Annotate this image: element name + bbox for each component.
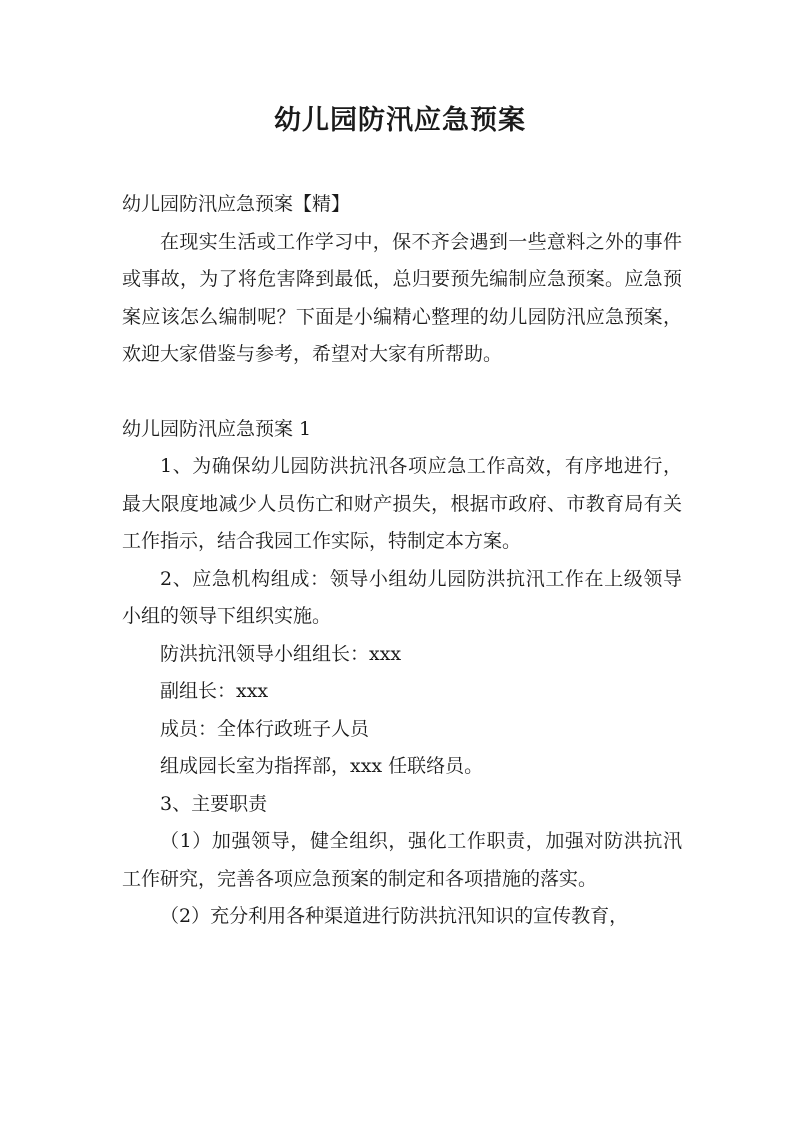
section-heading: 幼儿园防汛应急预案 1 <box>122 417 312 440</box>
paragraph-2: 2、应急机构组成：领导小组幼儿园防洪抗汛工作在上级领导小组的领导下组织实施。 <box>122 567 682 627</box>
paragraph-gap <box>122 374 682 411</box>
leader-line: 防洪抗汛领导小组组长：xxx <box>160 642 402 665</box>
members-line: 成员：全体行政班子人员 <box>160 717 370 740</box>
document-subtitle: 幼儿园防汛应急预案【精】 <box>122 193 351 215</box>
paragraph-1: 1、为确保幼儿园防洪抗汛各项应急工作高效，有序地进行，最大限度地减少人员伤亡和财产损失，根据市政府、市教育局有关工作指示，结合我园工作实际，特制定本方案。 <box>122 455 682 552</box>
deputy-line: 副组长：xxx <box>160 680 269 702</box>
duty-1: （1）加强领导，健全组织，强化工作职责，加强对防洪抗汛工作研究，完善各项应急预案的制定和各项措施的落实。 <box>122 830 682 890</box>
document-body <box>122 186 682 936</box>
intro-paragraph: 在现实生活或工作学习中，保不齐会遇到一些意料之外的事件或事故，为了将危害降到最低，总归要预先编制应急预案。应急预案应该怎么编制呢？下面是小编精心整理的幼儿园防汛应急预案，欢迎大家借鉴与参考，希望对大家有所帮助。 <box>122 230 682 365</box>
document-title: 幼儿园防汛应急预案 <box>274 105 526 136</box>
duty-2: （2）充分利用各种渠道进行防洪抗汛知识的宣传教育， <box>160 905 629 927</box>
paragraph-3: 3、主要职责 <box>160 792 268 815</box>
office-line: 组成园长室为指挥部，xxx 任联络员。 <box>160 755 484 777</box>
